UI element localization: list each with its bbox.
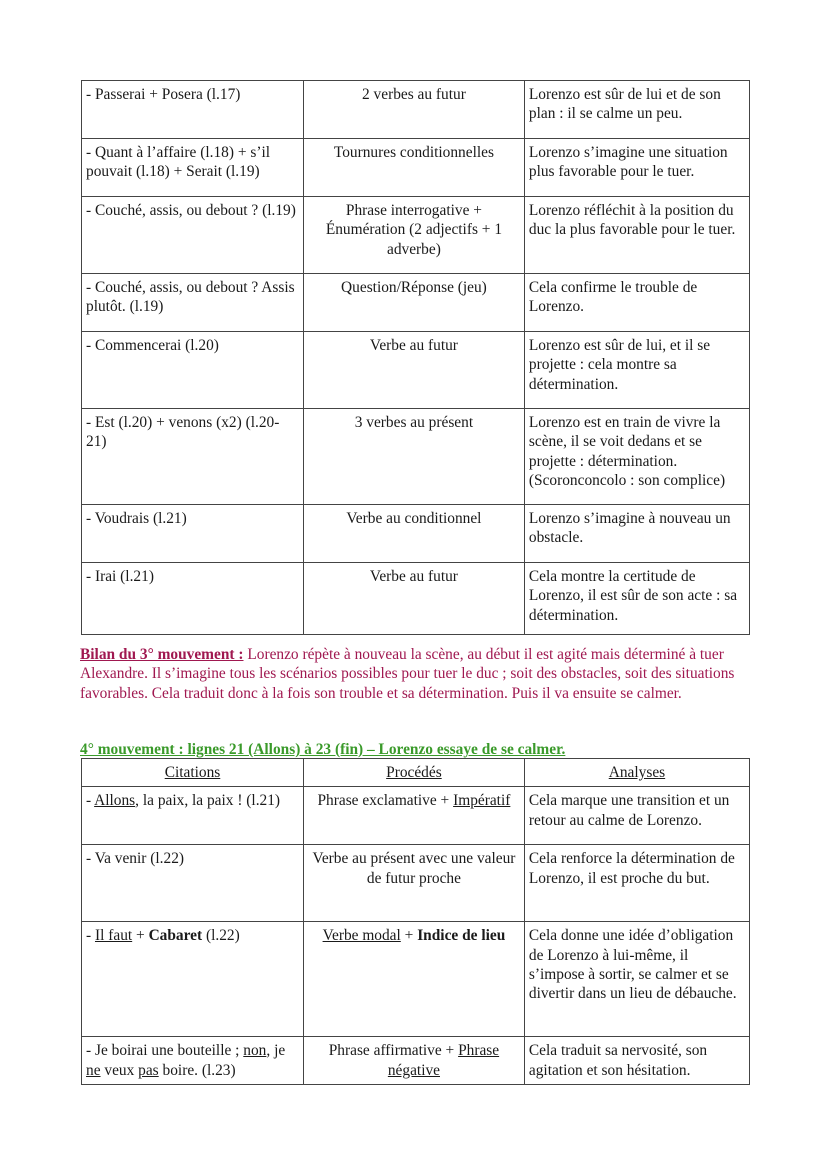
citation-cell: - Voudrais (l.21) bbox=[82, 505, 304, 563]
analyse-cell: Cela renforce la détermination de Lorenzo, il est proche du but. bbox=[524, 845, 749, 922]
underlined-word: Impératif bbox=[453, 792, 511, 810]
underlined-word: Verbe modal bbox=[322, 927, 401, 945]
table-row bbox=[82, 274, 750, 332]
analyse-cell: Lorenzo s’imagine à nouveau un obstacle. bbox=[524, 505, 749, 563]
table-row bbox=[82, 1037, 750, 1085]
citation-cell: - Est (l.20) + venons (x2) (l.20-21) bbox=[82, 409, 304, 505]
procede-cell: Verbe au conditionnel bbox=[303, 505, 524, 563]
column-header-procedes: Procédés bbox=[303, 759, 524, 787]
analysis-table-movement-4 bbox=[81, 758, 750, 1085]
table-row bbox=[82, 505, 750, 563]
citation-cell: - Va venir (l.22) bbox=[82, 845, 304, 922]
citation-cell: - Il faut + Cabaret (l.22) bbox=[82, 922, 304, 1037]
underlined-word: Il faut bbox=[94, 927, 133, 945]
table-row bbox=[82, 922, 750, 1037]
analyse-cell: Cela montre la certitude de Lorenzo, il est sûr de son acte : sa détermination. bbox=[524, 563, 749, 635]
table-row bbox=[82, 787, 750, 845]
analyse-cell: Cela marque une transition et un retour au calme de Lorenzo. bbox=[524, 787, 749, 845]
analyse-cell: Cela confirme le trouble de Lorenzo. bbox=[524, 274, 749, 332]
analyse-cell: Lorenzo est sûr de lui, et il se projette : cela montre sa détermination. bbox=[524, 332, 749, 409]
analyse-cell: Lorenzo est sûr de lui et de son plan : il se calme un peu. bbox=[524, 81, 749, 139]
movement-4-title: 4° mouvement : lignes 21 (Allons) à 23 (fin) – Lorenzo essaye de se calmer. bbox=[80, 741, 566, 758]
procede-cell: Verbe au futur bbox=[303, 563, 524, 635]
procede-cell: Phrase exclamative + Impératif bbox=[303, 787, 524, 845]
bold-word: Indice de lieu bbox=[417, 927, 506, 945]
table-row bbox=[82, 81, 750, 139]
analyse-cell: Lorenzo s’imagine une situation plus favorable pour le tuer. bbox=[524, 139, 749, 197]
procede-cell: Phrase affirmative + Phrase négative bbox=[303, 1037, 524, 1085]
bold-word: Cabaret bbox=[148, 927, 203, 945]
movement-3-summary bbox=[80, 645, 752, 703]
procede-cell: Tournures conditionnelles bbox=[303, 139, 524, 197]
procede-cell: Question/Réponse (jeu) bbox=[303, 274, 524, 332]
citation-cell: - Je boirai une bouteille ; non, je ne veux pas boire. (l.23) bbox=[82, 1037, 304, 1085]
citation-cell: - Couché, assis, ou debout ? (l.19) bbox=[82, 197, 304, 274]
citation-cell: - Couché, assis, ou debout ? Assis plutôt. (l.19) bbox=[82, 274, 304, 332]
procede-cell: Phrase interrogative + Énumération (2 adjectifs + 1 adverbe) bbox=[303, 197, 524, 274]
procede-cell: 2 verbes au futur bbox=[303, 81, 524, 139]
analysis-table-body bbox=[82, 81, 750, 635]
analyse-cell: Lorenzo réfléchit à la position du duc la plus favorable pour le tuer. bbox=[524, 197, 749, 274]
analyse-cell: Cela donne une idée d’obligation de Lorenzo à lui-même, il s’impose à sortir, se calmer et se divertir dans un lieu de débauche. bbox=[524, 922, 749, 1037]
table-row bbox=[82, 332, 750, 409]
table-header-row bbox=[82, 759, 750, 787]
table-row bbox=[82, 409, 750, 505]
procede-cell: Verbe modal + Indice de lieu bbox=[303, 922, 524, 1037]
table-row bbox=[82, 845, 750, 922]
table-row bbox=[82, 563, 750, 635]
analysis-table-movement-3 bbox=[81, 80, 750, 635]
analyse-cell: Lorenzo est en train de vivre la scène, il se voit dedans et se projette : détermination. (Scoronconcolo : son complice) bbox=[524, 409, 749, 505]
column-header-analyses: Analyses bbox=[524, 759, 749, 787]
analyse-cell: Cela traduit sa nervosité, son agitation et son hésitation. bbox=[524, 1037, 749, 1085]
summary-label: Bilan du 3° mouvement : bbox=[80, 646, 244, 663]
summary-text: Lorenzo répète à nouveau la scène, au début il est agité mais déterminé à tuer Alexandre. Il s’imagine tous les scénarios possibles pour tuer le duc ; soit des obstacles, soit des situations favorables. Cela traduit donc à la fois son trouble et sa détermination. Puis il va ensuite se calmer. bbox=[80, 646, 735, 702]
procede-cell: Verbe au futur bbox=[303, 332, 524, 409]
citation-cell: - Allons, la paix, la paix ! (l.21) bbox=[82, 787, 304, 845]
procede-cell: Verbe au présent avec une valeur de futur proche bbox=[303, 845, 524, 922]
table-row bbox=[82, 139, 750, 197]
column-header-citations: Citations bbox=[82, 759, 304, 787]
citation-cell: - Irai (l.21) bbox=[82, 563, 304, 635]
citation-cell: - Passerai + Posera (l.17) bbox=[82, 81, 304, 139]
underlined-word: Phrase négative bbox=[387, 1042, 500, 1079]
procede-cell: 3 verbes au présent bbox=[303, 409, 524, 505]
citation-cell: - Commencerai (l.20) bbox=[82, 332, 304, 409]
citation-cell: - Quant à l’affaire (l.18) + s’il pouvait (l.18) + Serait (l.19) bbox=[82, 139, 304, 197]
table-row bbox=[82, 197, 750, 274]
underlined-word: Allons bbox=[94, 792, 136, 810]
